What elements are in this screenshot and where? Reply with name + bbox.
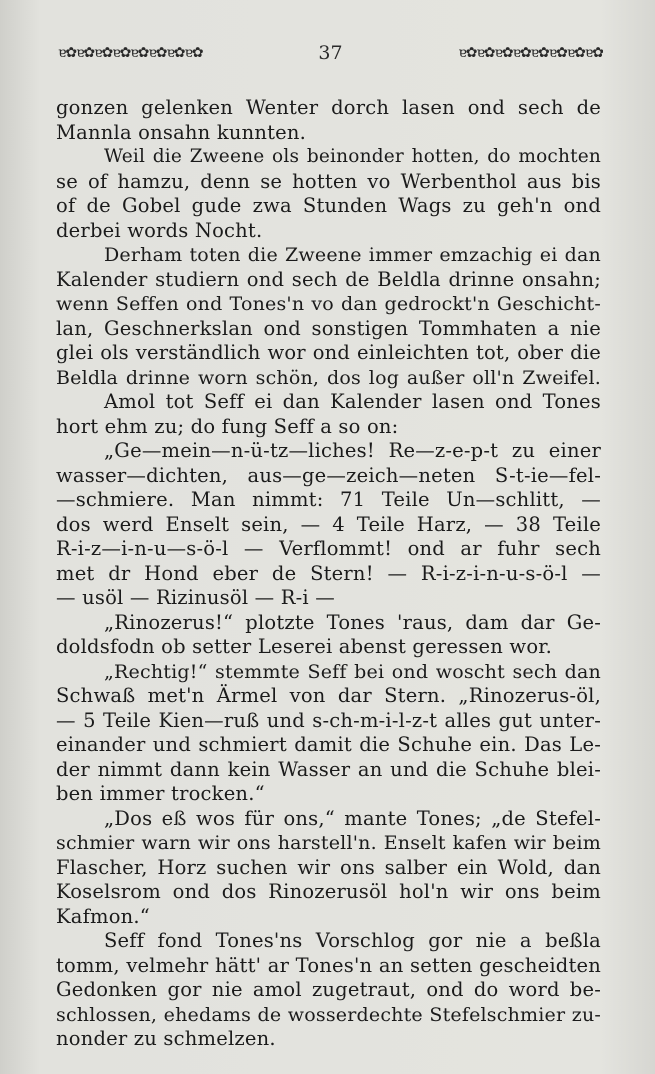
text-line: gonzen gelenken Wenter dorch lasen ond sech de [56,96,601,119]
text-line: Mannla onsahn kunnten. [56,120,307,144]
text-line: „Dos eß wos für ons,“ mante Tones; „de Stefel- [104,806,601,830]
page-text [56,96,601,1052]
page-number: 37 [318,42,343,64]
text-line: dos werd Enselt sein, — 4 Teile Harz, — 38 Teile [56,512,601,536]
text-line: glei ols verständlich wor ond einleichten tot, ober die [56,341,601,364]
text-line: Weil die Zweene ols beinonder hotten, do mochten [104,146,601,167]
text-line: Kalender studiern ond sech de Beldla drinne onsahn; [56,267,601,291]
text-line: Flascher, Horz suchen wir ons salber ein Wold, dan [56,855,601,879]
text-line: hort ehm zu; do fung Seff a so on: [56,414,399,438]
text-line: —schmiere. Man nimmt: 71 Teile Un—schlitt, — [56,488,601,511]
text-line: „Rinozerus!“ plotzte Tones 'raus, dam dar Ge- [104,610,601,634]
text-line: Seff fond Tones'ns Vorschlog gor nie a beßla [104,929,601,952]
text-line: — 5 Teile Kien—ruß und s-ch-m-i-l-z-t alles gut unter- [56,708,601,732]
header-ornament-left: ɐ✿ɐ✿ɐ✿ɐ✿ɐ✿ɐ✿ɐ✿ɐ✿ [58,45,203,61]
text-line: doldsfodn ob setter Leserei abenst geressen wor. [56,635,553,658]
text-line: met dr Hond eber de Stern! — R-i-z-i-n-u-s-ö-l — [56,561,601,585]
text-line: wenn Seffen ond Tones'n vo dan gedrockt'n Geschicht- [56,293,601,315]
text-line: der nimmt dann kein Wasser an und die Schuhe blei- [56,757,601,781]
text-line: nonder zu schmelzen. [56,1027,276,1050]
text-line: Kafmon.“ [56,904,150,928]
page-header [58,40,603,66]
text-line: ben immer trocken.“ [56,782,265,805]
text-line: „Ge—mein—n-ü-tz—liches! Re—z-e-p-t zu einer [104,439,601,462]
text-line: lan, Geschnerkslan ond sonstigen Tommhaten a nie [56,316,601,340]
text-line: — usöl — Rizinusöl — R-i — [56,586,335,609]
text-line: Derham toten die Zweene immer emzachig ei dan [104,244,601,266]
header-ornament-right: ɐ✿ɐ✿ɐ✿ɐ✿ɐ✿ɐ✿ɐ✿ɐ✿ [458,45,603,61]
text-line: se of hamzu, denn se hotten vo Werbenthol aus bis [56,169,601,193]
text-line: R-i-z—i-n-u—s-ö-l — Verflommt! ond ar fuhr sech [56,537,601,560]
text-line: Koselsrom ond dos Rinozerusöl hol'n wir ons beim [56,880,601,903]
text-line: „Rechtig!“ stemmte Seff bei ond woscht sech dan [104,660,601,683]
text-line: Amol tot Seff ei dan Kalender lasen ond Tones [104,390,601,413]
text-line: tomm, velmehr hätt' ar Tones'n an setten gescheidten [56,953,601,977]
text-line: einander und schmiert damit die Schuhe ein. Das Le- [56,733,601,756]
text-line: Beldla drinne worn schön, dos log außer oll'n Zweifel. [56,366,601,389]
text-line: of de Gobel gude zwa Stunden Wags zu geh'n ond [56,194,601,217]
text-line: schmier warn wir ons harstell'n. Enselt kafen wir beim [56,832,601,854]
text-line: wasser—dichten, aus—ge—zeich—neten S-t-ie—fel- [56,463,601,487]
text-line: Schwaß met'n Ärmel von dar Stern. „Rinozerus-öl, [56,684,601,707]
text-line: derbei words Nocht. [56,218,263,242]
text-line: schlossen, ehedams de wosserdechte Stefelschmier zu- [56,1003,601,1026]
text-line: Gedonken gor nie amol zugetraut, ond do word be- [56,978,601,1001]
